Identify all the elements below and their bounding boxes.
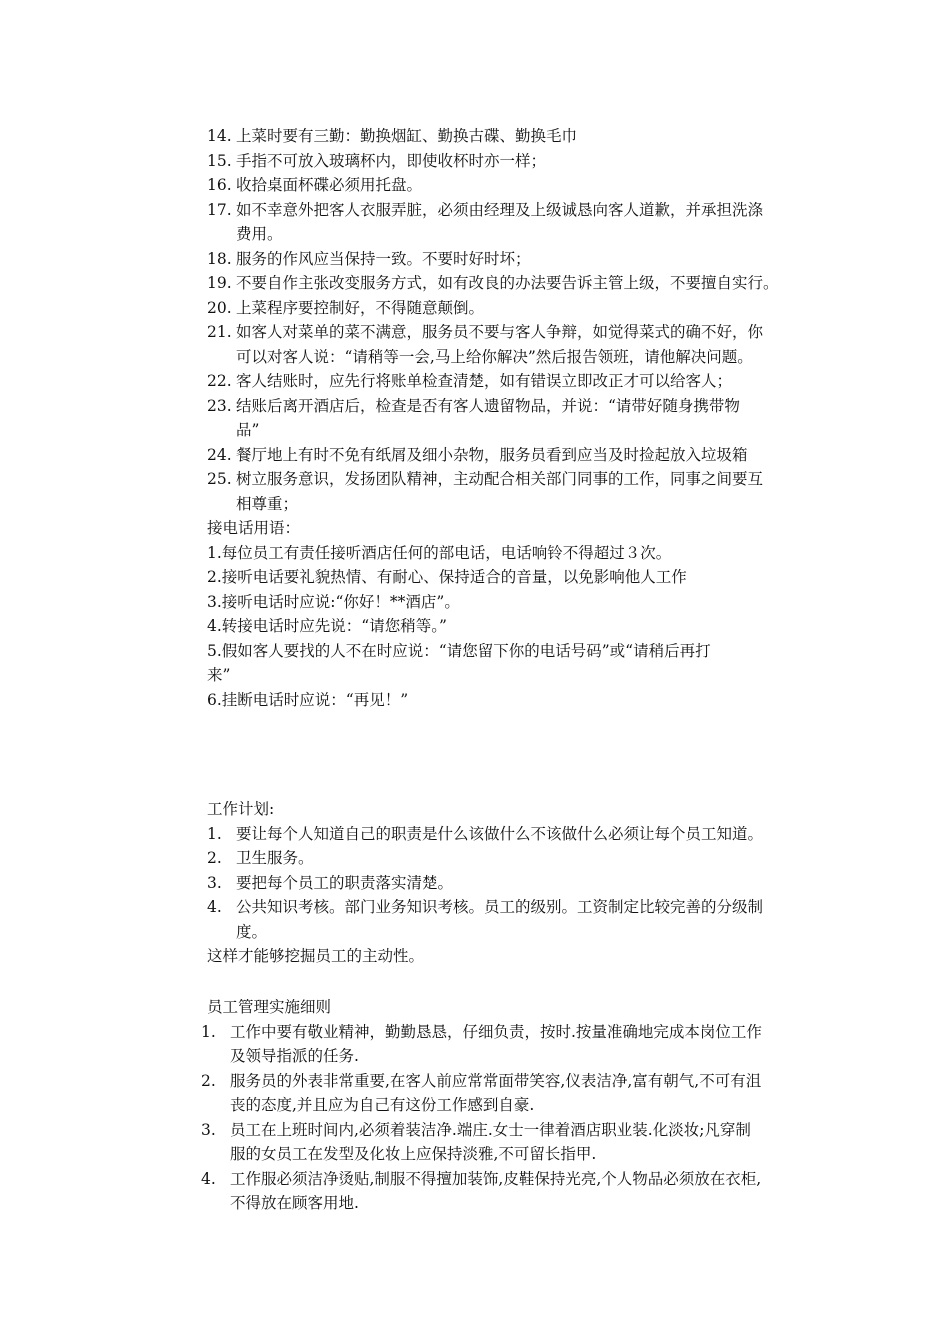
phone-line-text: 2.接听电话要礼貌热情、有耐心、保持适合的音量，以免影响他人工作 [207,568,687,586]
plan-text: 卫生服务。 [236,849,314,867]
staff-rule-item [0,1118,950,1143]
plan-number: 2. [207,849,222,867]
phone-line-text: 4.转接电话时应先说：“请您稍等。” [207,617,447,635]
staff-rule-text-continued: 丧的态度,并且应为自己有这份工作感到自豪. [230,1096,535,1114]
staff-rule-continuation [0,1142,950,1167]
staff-rule-text: 员工在上班时间内,必须着装洁净.端庄.女士一律着酒店职业装.化淡妆;凡穿制 [230,1120,751,1139]
staff-rule-number: 3. [201,1120,216,1139]
work-plan-footer [0,944,950,969]
plan-number: 3. [207,873,222,892]
phone-line [0,688,950,713]
work-plan-footer-text: 这样才能够挖掘员工的主动性。 [207,947,425,965]
plan-text: 公共知识考核。部门业务知识考核。员工的级别。工资制定比较完善的分级制 [236,898,764,916]
rule-item [0,320,950,345]
staff-rule-item [0,1069,950,1094]
plan-item [0,895,950,920]
phone-line [0,614,950,639]
staff-rule-item [0,1167,950,1192]
rule-item [0,394,950,419]
rule-item [0,173,950,198]
rule-text: 树立服务意识，发扬团队精神，主动配合相关部门同事的工作，同事之间要互 [236,470,764,488]
staff-rules-heading [0,995,950,1020]
rule-text: 结账后离开酒店后，检查是否有客人遗留物品，并说：“请带好随身携带物 [236,396,740,415]
rule-number: 15. [207,151,232,170]
phone-line [0,639,950,664]
staff-rule-number: 1. [201,1022,216,1041]
rule-number: 23. [207,396,232,415]
rule-number: 19. [207,274,232,292]
rule-item [0,369,950,394]
rule-number: 21. [207,323,232,341]
rule-item-continuation [0,222,950,247]
rule-item-continuation [0,345,950,370]
rule-item-continuation [0,492,950,517]
staff-rule-item [0,1020,950,1045]
rule-number: 25. [207,470,232,488]
phone-line-text: 6.挂断电话时应说：“再见！” [207,690,409,709]
staff-rule-continuation [0,1191,950,1216]
staff-rule-continuation [0,1093,950,1118]
plan-number: 4. [207,898,222,916]
staff-rule-continuation [0,1044,950,1069]
staff-rule-text-continued: 服的女员工在发型及化妆上应保持淡雅,不可留长指甲. [230,1145,597,1163]
service-rules-list [0,124,950,712]
plan-text: 要把每个员工的职责落实清楚。 [236,873,454,892]
rule-text-continued: 可以对客人说：“请稍等一会,马上给你解决”然后报告领班，请他解决问题。 [236,347,753,366]
rule-text: 不要自作主张改变服务方式，如有改良的办法要告诉主管上级，不要擅自实行。 [236,274,779,292]
rule-item [0,198,950,223]
phone-line [0,590,950,615]
rule-text: 上菜时要有三勤：勤换烟缸、勤换古碟、勤换毛巾 [236,127,578,145]
rule-text-continued: 费用。 [236,225,283,243]
phone-heading-text: 接电话用语： [207,519,301,537]
plan-item [0,871,950,896]
rule-text: 如客人对菜单的菜不满意，服务员不要与客人争辩，如觉得菜式的确不好，你 [236,323,764,341]
rule-number: 22. [207,372,232,390]
phone-line-text: 来” [207,666,231,684]
rule-item [0,149,950,174]
rule-text: 餐厅地上有时不免有纸屑及细小杂物，服务员看到应当及时捡起放入垃圾箱 [236,445,748,464]
staff-rule-text-continued: 不得放在顾客用地. [230,1194,359,1212]
rule-text-continued: 品” [236,421,260,439]
rule-item [0,467,950,492]
rule-number: 18. [207,249,232,268]
rule-text: 上菜程序要控制好，不得随意颠倒。 [236,298,485,317]
rule-text: 收拾桌面杯碟必须用托盘。 [236,176,423,194]
phone-line-text: 5.假如客人要找的人不在时应说：“请您留下你的电话号码”或“请稍后再打 [207,641,711,660]
phone-line [0,565,950,590]
phone-line-text: 1.每位员工有责任接听酒店任何的部电话，电话响铃不得超过３次。 [207,543,672,562]
plan-item-continuation [0,920,950,945]
staff-rule-number: 2. [201,1071,216,1090]
phone-line [0,663,950,688]
rule-number: 17. [207,200,232,219]
rule-item [0,247,950,272]
staff-rule-text: 工作中要有敬业精神，勤勤恳恳，仔细负责，按时.按量准确地完成本岗位工作 [230,1022,762,1041]
phone-section-heading [0,516,950,541]
staff-rule-text-continued: 及领导指派的任务. [230,1047,359,1065]
rule-text: 服务的作风应当保持一致。不要时好时坏； [236,249,531,268]
rule-item [0,296,950,321]
work-plan-heading [0,797,950,822]
rule-number: 20. [207,298,232,317]
staff-rule-text: 服务员的外表非常重要,在客人前应常常面带笑容,仪表洁净,富有朝气,不可有沮 [230,1071,762,1090]
rule-text: 如不幸意外把客人衣服弄脏，必须由经理及上级诚恳向客人道歉，并承担洗涤 [236,200,764,219]
rule-text: 手指不可放入玻璃杯内，即使收杯时亦一样； [236,151,547,170]
staff-rule-text: 工作服必须洁净烫贴,制服不得擅加装饰,皮鞋保持光亮,个人物品必须放在衣柜, [230,1169,762,1188]
rule-number: 16. [207,176,232,194]
phone-line-text: 3.接听电话时应说:“你好！**酒店”。 [207,592,460,611]
staff-rules-section [0,995,950,1216]
work-plan-section [0,797,950,969]
staff-rules-heading-text: 员工管理实施细则 [207,998,332,1016]
rule-item [0,271,950,296]
plan-text: 要让每个人知道自己的职责是什么该做什么不该做什么必须让每个员工知道。 [236,824,764,843]
plan-text-continued: 度。 [236,922,268,941]
rule-item-continuation [0,418,950,443]
rule-text: 客人结账时，应先行将账单检查清楚，如有错误立即改正才可以给客人； [236,372,733,390]
plan-item [0,822,950,847]
staff-rule-number: 4. [201,1169,216,1188]
plan-item [0,846,950,871]
rule-item [0,443,950,468]
work-plan-heading-text: 工作计划: [207,800,275,818]
rule-number: 14. [207,127,232,145]
plan-number: 1. [207,824,222,843]
rule-item [0,124,950,149]
rule-text-continued: 相尊重； [236,494,299,513]
phone-line [0,541,950,566]
rule-number: 24. [207,445,232,464]
